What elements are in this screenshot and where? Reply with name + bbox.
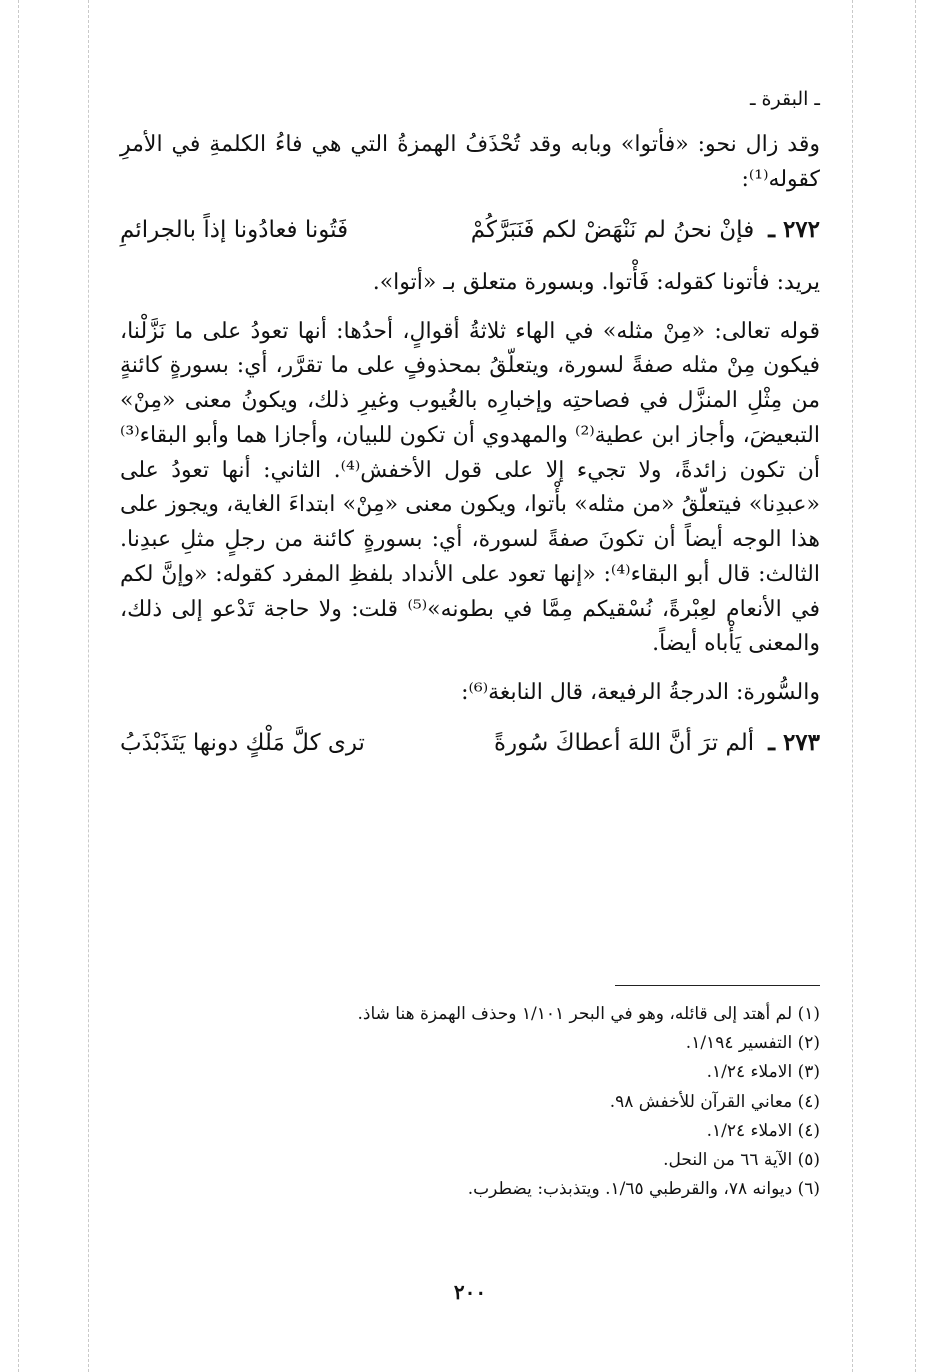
verse-second-hemistich: فَتُونا فعادُونا إذاً بالجرائمِ [120, 216, 349, 243]
footnote: (٤) معاني القرآن للأخفش ٩٨. [609, 1091, 820, 1112]
paragraph-intro: وقد زال نحو: «فأتوا» وبابه وقد تُحْذَفُ الهمزةُ التي هي فاءُ الكلمةِ في الأمرِ كقوله⁽¹⁾: [120, 132, 820, 192]
verse-number: ٢٧٣ ـ [768, 728, 820, 756]
book-page [120, 0, 820, 1372]
footnote: (٥) الآية ٦٦ من النحل. [663, 1150, 820, 1171]
main-text [120, 128, 820, 779]
footnote: (٢) التفسير ١/١٩٤. [685, 1033, 820, 1054]
footnote: (٤) الاملاء ١/٢٤. [706, 1120, 820, 1141]
verse-second-hemistich: ترى كلَّ مَلْكٍ دونها يَتَذَبْذَبُ [120, 729, 365, 756]
paragraph-commentary: قوله تعالى: «مِنْ مثله» في الهاء ثلاثةُ أقوالٍ، أحدُها: أنها تعودُ على ما نَزَّلْنا، فيكون مِنْ مثله صفةً لسورة، ويتعلّقُ بمحذوفٍ على ما تقرَّر، أي: بسورةٍ كائنةٍ من مِثْلِ المنزَّل في فصاحتِه وإخبارِه بالغُيوب وغيرِ ذلك، ويكونُ معنى «مِنْ» التبعيضَ، وأجاز ابن عطية⁽²⁾ والمهدوي أن تكون للبيان، وأجازا هما وأبو البقاء⁽³⁾ أن تكون زائدةً، ولا تجيء إلا على قول الأخفش⁽⁴⁾. الثاني: أنها تعودُ على «عبدِنا» فيتعلّقُ «من مثله» بأْتوا، ويكون معنى «مِنْ» ابتداءَ الغاية، ويجوز على هذا الوجه أيضاً أن تكونَ صفةً لسورة، أي: بسورةٍ كائنة من رجلٍ مثلِ عبدِنا. الثالث: قال أبو البقاء⁽⁴⁾: «إنها تعود على الأنداد بلفظِ المفرد كقوله: «وإنَّ لكم في الأنعام لعِبْرةً، نُسْقيكم مِمَّا في بطونه»⁽⁵⁾ قلت: ولا حاجة تَدْعو إلى ذلك، والمعنى يَأْباه أيضاً. [120, 318, 821, 657]
footnote-divider [615, 985, 820, 986]
running-header: ـ البقرة ـ [749, 88, 820, 110]
verse-273 [120, 725, 820, 761]
footnote: (٣) الاملاء ١/٢٤. [706, 1062, 820, 1083]
margin-guide-left [18, 0, 19, 1372]
page-number: ٢٠٠ [453, 1280, 487, 1304]
paragraph-surah-definition: والسُّورة: الدرجةُ الرفيعة، قال النابغة⁽⁶⁾: [461, 680, 820, 706]
margin-guide-right [915, 0, 916, 1372]
verse-first-hemistich: فإنْ نحنُ لم نَنْهَضْ لكم فَنَبَرَّكُمْ [470, 216, 755, 243]
verse-number: ٢٧٢ ـ [768, 215, 820, 243]
footnote: (١) لم أهتد إلى قائله، وهو في البحر ١/١٠١ وحذف الهمزة هنا شاذ. [357, 1004, 820, 1024]
paragraph-explanation: يريد: فأتونا كقوله: فَأْتوا. وبسورة متعلق بـ «أتوا». [372, 269, 820, 295]
verse-272 [120, 212, 820, 248]
margin-guide-left-inner [88, 0, 89, 1372]
footnotes-list [120, 1000, 820, 1205]
verse-first-hemistich: ألم ترَ أنَّ اللهَ أعطاكَ سُورةً [493, 729, 755, 756]
footnote: (٦) ديوانه ٧٨، والقرطبي ١/٦٥. ويتذبذب: يضطرب. [467, 1179, 820, 1200]
margin-guide-right-inner [852, 0, 853, 1372]
